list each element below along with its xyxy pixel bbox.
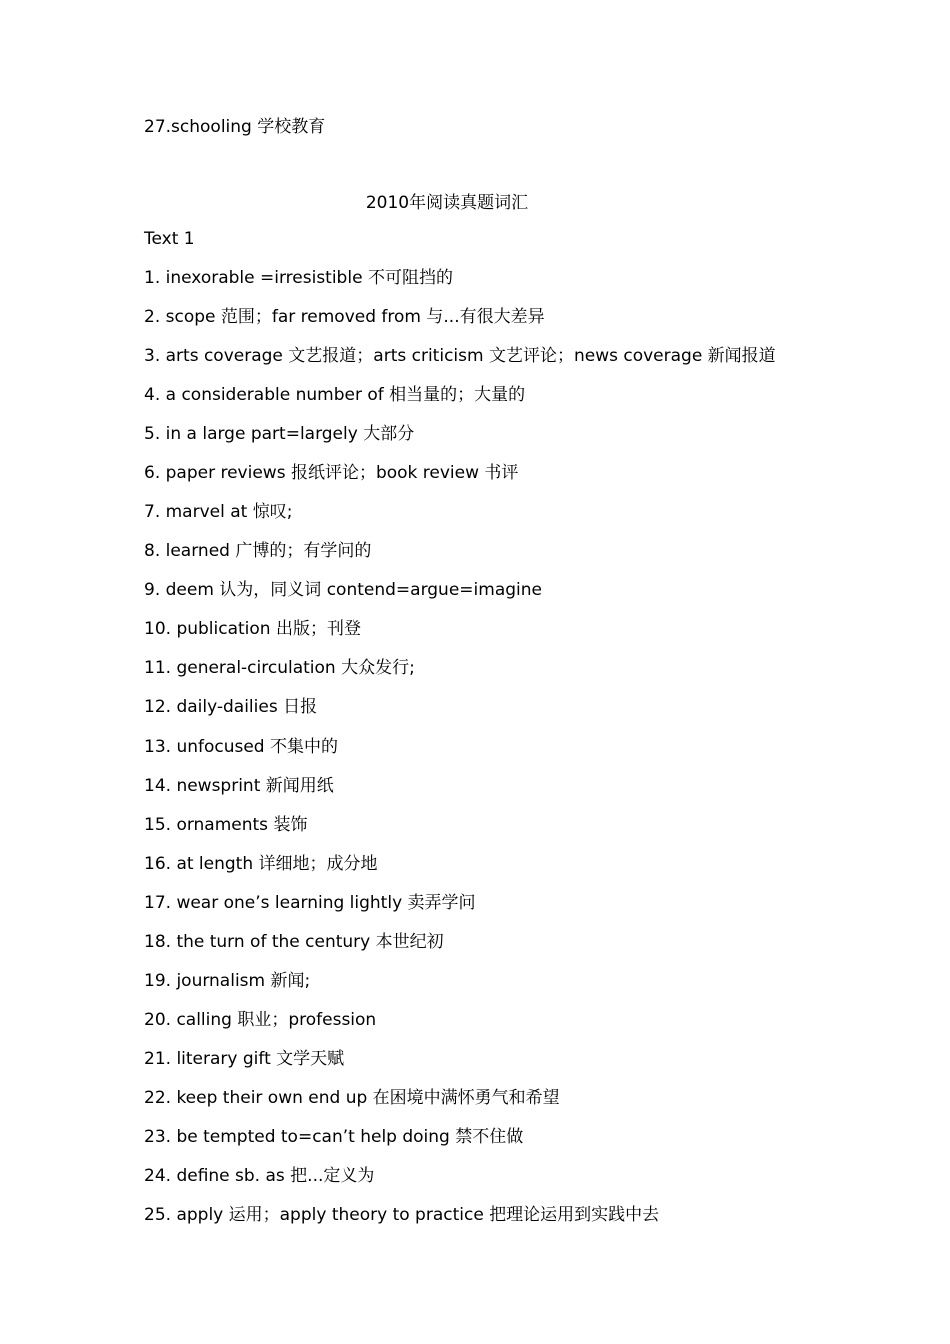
vocab-item: 3. arts coverage 文艺报道；arts criticism 文艺评论；news coverage 新闻报道: [144, 346, 776, 366]
section-title: 2010年阅读真题词汇: [365, 193, 529, 213]
vocab-item: 20. calling 职业；profession: [144, 1010, 377, 1030]
vocab-item: 8. learned 广博的；有学问的: [144, 541, 372, 561]
vocab-item: 12. daily-dailies 日报: [144, 697, 318, 717]
vocab-item: 9. deem 认为，同义词 contend=argue=imagine: [144, 580, 542, 600]
vocab-item: 11. general-circulation 大众发行;: [144, 658, 415, 678]
vocab-item: 25. apply 运用；apply theory to practice 把理论运用到实践中去: [144, 1205, 660, 1225]
vocab-item: 23. be tempted to=can’t help doing 禁不住做: [144, 1127, 524, 1147]
vocab-item: 2. scope 范围；far removed from 与...有很大差异: [144, 307, 545, 327]
vocab-item: 21. literary gift 文学天赋: [144, 1049, 345, 1069]
vocab-item: 16. at length 详细地；成分地: [144, 854, 378, 874]
vocab-item: 18. the turn of the century 本世纪初: [144, 932, 444, 952]
vocab-item: 14. newsprint 新闻用纸: [144, 776, 334, 796]
vocab-item: 6. paper reviews 报纸评论；book review 书评: [144, 463, 519, 483]
vocab-item: 1. inexorable =irresistible 不可阻挡的: [144, 268, 453, 288]
vocab-item: 15. ornaments 装饰: [144, 815, 308, 835]
vocab-item: 22. keep their own end up 在困境中满怀勇气和希望: [144, 1088, 560, 1108]
vocab-item: 17. wear one’s learning lightly 卖弄学问: [144, 893, 476, 913]
vocab-item: 7. marvel at 惊叹;: [144, 502, 293, 522]
vocab-item: 24. define sb. as 把...定义为: [144, 1166, 375, 1186]
vocab-item: 13. unfocused 不集中的: [144, 737, 339, 757]
vocab-item: 19. journalism 新闻;: [144, 971, 311, 991]
vocab-item: 10. publication 出版；刊登: [144, 619, 361, 639]
text-label: Text 1: [144, 229, 195, 249]
vocab-item: 5. in a large part=largely 大部分: [144, 424, 415, 444]
prev-vocab-item: 27.schooling 学校教育: [144, 117, 326, 137]
vocab-item: 4. a considerable number of 相当量的；大量的: [144, 385, 526, 405]
